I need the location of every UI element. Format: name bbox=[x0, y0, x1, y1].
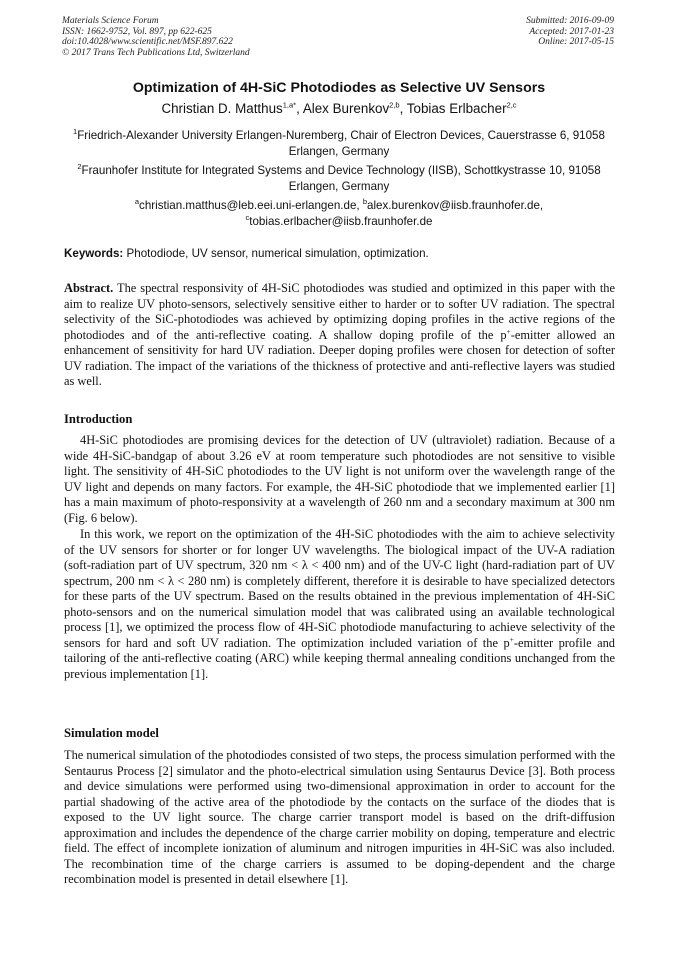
accepted-date: Accepted: 2017-01-23 bbox=[529, 26, 614, 37]
simulation-paragraph-1: The numerical simulation of the photodiodes consisted of two steps, the process simulation performed with the Sentaurus Process [2] simulator and the photo-electrical simulation using Sentaurus Device [3]. Both process and device simulations were performed using two-dimensional approximation in order to account for the partial shadowing of the active area of the photodiode by the contacts on the surface of the diodes that is exposed to the UV light source. The charge carrier transport model is based on the drift-diffusion approximation and includes the dependence of the charge carrier mobility on doping, temperature and electric field. The effect of incomplete ionization of aluminum and nitrogen impurities in 4H-SiC was also included. The recombination time of the charge carriers is assumed to be doping-dependent and the charge recombination model is presented in detail elsewhere [1]. bbox=[64, 748, 615, 887]
email-mark: a bbox=[134, 197, 140, 207]
author-name: Alex Burenkov bbox=[302, 101, 390, 116]
email-address[interactable]: tobias.erlbacher@iisb.fraunhofer.de bbox=[249, 215, 433, 228]
section-heading-simulation: Simulation model bbox=[64, 726, 159, 740]
introduction-paragraph-2 bbox=[64, 527, 615, 682]
author-name: Tobias Erlbacher bbox=[406, 101, 507, 116]
journal-name: Materials Science Forum bbox=[62, 16, 159, 26]
abstract-label: Abstract. bbox=[64, 281, 114, 295]
author-name: Christian D. Matthus bbox=[161, 101, 283, 116]
submitted-date: Submitted: 2016-09-09 bbox=[526, 16, 614, 26]
paper-title: Optimization of 4H-SiC Photodiodes as Selective UV Sensors bbox=[132, 80, 546, 96]
affiliation-text: Friedrich-Alexander University Erlangen-Nuremberg, Chair of Electron Devices, Cauerstrasse 6, 91058 Erlangen, Germany bbox=[77, 129, 605, 158]
author-affil-mark: 2,c bbox=[506, 100, 517, 110]
issn-line: ISSN: 1662-9752, Vol. 897, pp 622-625 bbox=[62, 26, 212, 37]
abstract-text: -emitter allowed an enhancement of sensitivity for hard UV radiation. Deeper doping profiles were chosen for detection of softer UV radiation. The impact of the variations of the thickness of protective and anti-reflective layers was studied as well. bbox=[64, 327, 615, 389]
author-separator: , bbox=[399, 101, 407, 116]
section-heading-introduction: Introduction bbox=[64, 412, 133, 426]
affiliation-2 bbox=[62, 163, 616, 195]
online-date: Online: 2017-05-15 bbox=[538, 37, 614, 48]
keywords-text: Photodiode, UV sensor, numerical simulation, optimization. bbox=[126, 247, 429, 260]
email-address[interactable]: alex.burenkov@iisb.fraunhofer.de, bbox=[367, 199, 544, 212]
affiliation-mark: 2 bbox=[77, 162, 82, 172]
author-affil-mark: 2,b bbox=[389, 100, 400, 110]
abstract-superscript: + bbox=[506, 326, 511, 336]
email-mark: b bbox=[362, 197, 368, 207]
paragraph-text: In this work, we report on the optimization of the 4H-SiC photodiodes with the aim to achieve selectivity of the UV sensors for shorter or for longer UV wavelengths. The biological impact of the UV-A radiation (soft-radiation part of UV spectrum, 320 nm < λ < 400 nm) and of the UV-C light (hard-radiation part of UV spectrum, 200 nm < λ < 280 nm) is completely different, therefore it is desirable to have specialized detectors for these parts of the UV spectrum. Based on the results obtained in the previous implementation of 4H-SiC photo-sensors and on the numerical simulation model that was calibrated using an available technological process [1], we optimized the process flow of 4H-SiC photodiode manufacturing to achieve selectivity of the sensors for hard and soft UV radiation. The optimization included variation of the p bbox=[64, 527, 615, 650]
dates-info bbox=[526, 16, 614, 48]
abstract bbox=[64, 281, 615, 390]
keywords bbox=[64, 247, 618, 260]
affiliation-mark: 1 bbox=[73, 127, 78, 137]
paragraph-superscript: + bbox=[509, 634, 514, 644]
abstract-text: The spectral responsivity of 4H-SiC photodiodes was studied and optimized in this paper with the aim to realize UV photo-sensors, selectively sensitive either to harder or to softer UV radiation. The spectral selectivity of the SiC-photodiodes was achieved by optimizing doping profiles in the active regions of the photodiodes and of the anti-reflective coating. A shallow doping profile of the p bbox=[64, 281, 615, 342]
author-list bbox=[40, 101, 638, 116]
email-list bbox=[62, 198, 616, 230]
author-separator: , bbox=[296, 101, 303, 116]
journal-info bbox=[62, 16, 250, 58]
email-address[interactable]: christian.matthus@leb.eei.uni-erlangen.de, bbox=[139, 199, 363, 212]
doi-line: doi:10.4028/www.scientific.net/MSF.897.622 bbox=[62, 37, 233, 48]
author-affil-mark: 1,a* bbox=[282, 100, 297, 110]
keywords-label: Keywords: bbox=[64, 247, 124, 260]
affiliation-1 bbox=[62, 128, 616, 160]
affiliation-text: Fraunhofer Institute for Integrated Systems and Device Technology (IISB), Schottkystrasse 10, 91058 Erlangen, Germany bbox=[81, 164, 601, 193]
copyright-line: © 2017 Trans Tech Publications Ltd, Switzerland bbox=[62, 47, 250, 58]
paragraph-text: -emitter profile and tailoring of the anti-reflective coating (ARC) while keeping thermal annealing conditions unchanged from the previous implementation [1]. bbox=[64, 635, 615, 681]
email-mark: c bbox=[245, 213, 250, 223]
introduction-paragraph-1: 4H-SiC photodiodes are promising devices for the detection of UV (ultraviolet) radiation. Because of a wide 4H-SiC-bandgap of about 3.26 eV at room temperature such photodiodes are not sensitive to visible light. The sensitivity of 4H-SiC photodiodes to the UV light is not uniform over the wavelength range of the UV light and depends on many factors. For example, the 4H-SiC photodiode that we implemented earlier [1] has a main maximum of photo-responsivity at a wavelength of 260 nm and a secondary maximum at 300 nm (Fig. 6 below). bbox=[64, 433, 615, 525]
